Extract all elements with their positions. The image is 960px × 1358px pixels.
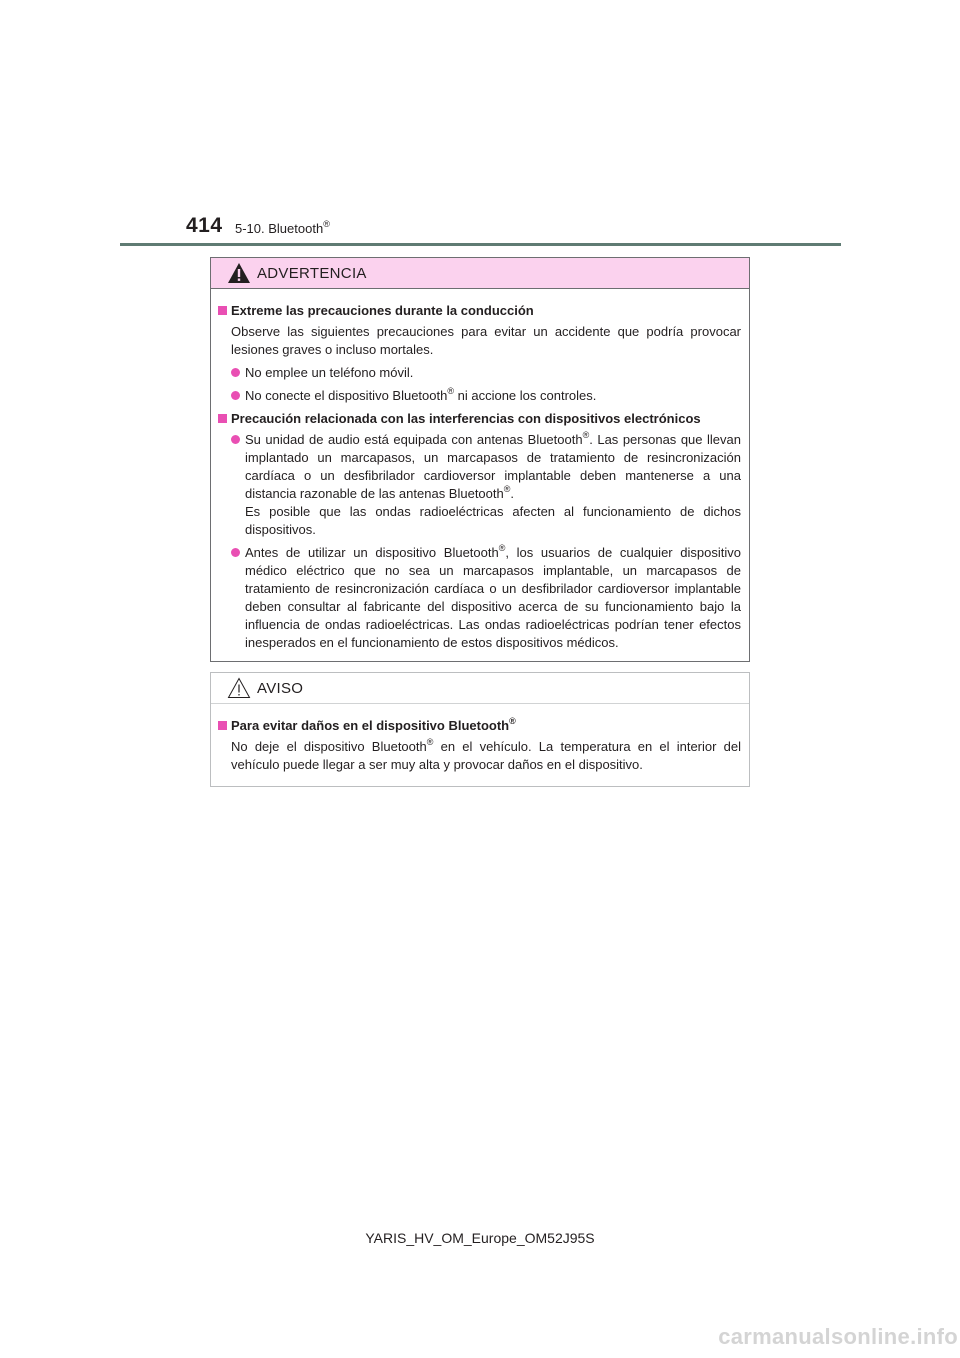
bullet-text: No conecte el dispositivo Bluetooth® ni accione los controles. <box>245 385 597 403</box>
notice-box-header <box>211 673 749 704</box>
warning-item-2-heading-text: Precaución relacionada con las interferencias con dispositivos electrónicos <box>231 411 701 426</box>
warning-item-1-bullet-1 <box>231 364 741 382</box>
notice-box-body <box>211 704 749 774</box>
footer-doc-code-text: YARIS_HV_OM_Europe_OM52J95S <box>365 1230 595 1246</box>
warning-item-2-bullet-1 <box>231 431 741 539</box>
notice-item-1-heading <box>218 717 741 735</box>
warning-item-2-bullet-2 <box>231 544 741 652</box>
circle-bullet-icon <box>231 368 240 377</box>
bullet-text: No emplee un teléfono móvil. <box>245 365 414 380</box>
bullet-text: Antes de utilizar un dispositivo Bluetooth®, los usuarios de cualquier dispositivo médico eléctrico que no sea un marcapasos implantable, un marcapasos de tratamiento de resincronización cardíaca o un desfibrilador cardioversor implantable deben consultar al fabricante del dispositivo acerca de su funcionamiento bajo la influencia de ondas radioeléctricas. Las ondas radioeléctricas podrían tener efectos inesperados en el funcionamiento de estos dispositivos médicos. <box>245 542 741 650</box>
bullet-text: Su unidad de audio está equipada con antenas Bluetooth®. Las personas que llevan implantado un marcapasos, un marcapasos de tratamiento de resincronización cardíaca o un desfibrilador cardioversor implantable deben mantenerse a una distancia razonable de las antenas Bluetooth®. Es posible que las ondas radioeléctricas afecten al funcionamiento de dichos dispositivos. <box>245 429 741 537</box>
page-number: 414 <box>186 214 223 237</box>
warning-title: ADVERTENCIA <box>257 264 367 282</box>
notice-item-1-heading-text: Para evitar daños en el dispositivo Bluetooth® <box>231 715 516 733</box>
watermark: carmanualsonline.info <box>718 1324 958 1349</box>
notice-title: AVISO <box>257 679 304 697</box>
square-bullet-icon <box>218 721 227 730</box>
section-title-text: 5-10. Bluetooth <box>235 221 324 236</box>
warning-item-1-bullet-2 <box>231 387 741 405</box>
caution-triangle-icon <box>227 677 251 699</box>
circle-bullet-icon <box>231 391 240 400</box>
square-bullet-icon <box>218 306 227 315</box>
warning-item-2-heading <box>218 410 741 428</box>
warning-box-body <box>211 289 749 652</box>
footer-doc-code <box>0 1230 960 1246</box>
notice-box <box>210 672 750 787</box>
header-rule <box>120 243 841 246</box>
section-title <box>235 218 330 236</box>
circle-bullet-icon <box>231 548 240 557</box>
circle-bullet-icon <box>231 435 240 444</box>
warning-item-1-text: Observe las siguientes precauciones para evitar un accidente que podría provocar lesiones graves o incluso mortales. <box>231 324 741 357</box>
warning-box-header <box>211 258 749 289</box>
registered-mark: ® <box>323 218 330 229</box>
warning-item-1-heading <box>218 302 741 320</box>
notice-item-1-text: No deje el dispositivo Bluetooth® en el vehículo. La temperatura en el interior del vehículo puede llegar a ser muy alta y provocar daños en el dispositivo. <box>231 736 741 772</box>
warning-item-1-heading-text: Extreme las precauciones durante la conducción <box>231 303 534 318</box>
warning-box <box>210 257 750 662</box>
warning-triangle-icon <box>227 262 251 284</box>
square-bullet-icon <box>218 414 227 423</box>
